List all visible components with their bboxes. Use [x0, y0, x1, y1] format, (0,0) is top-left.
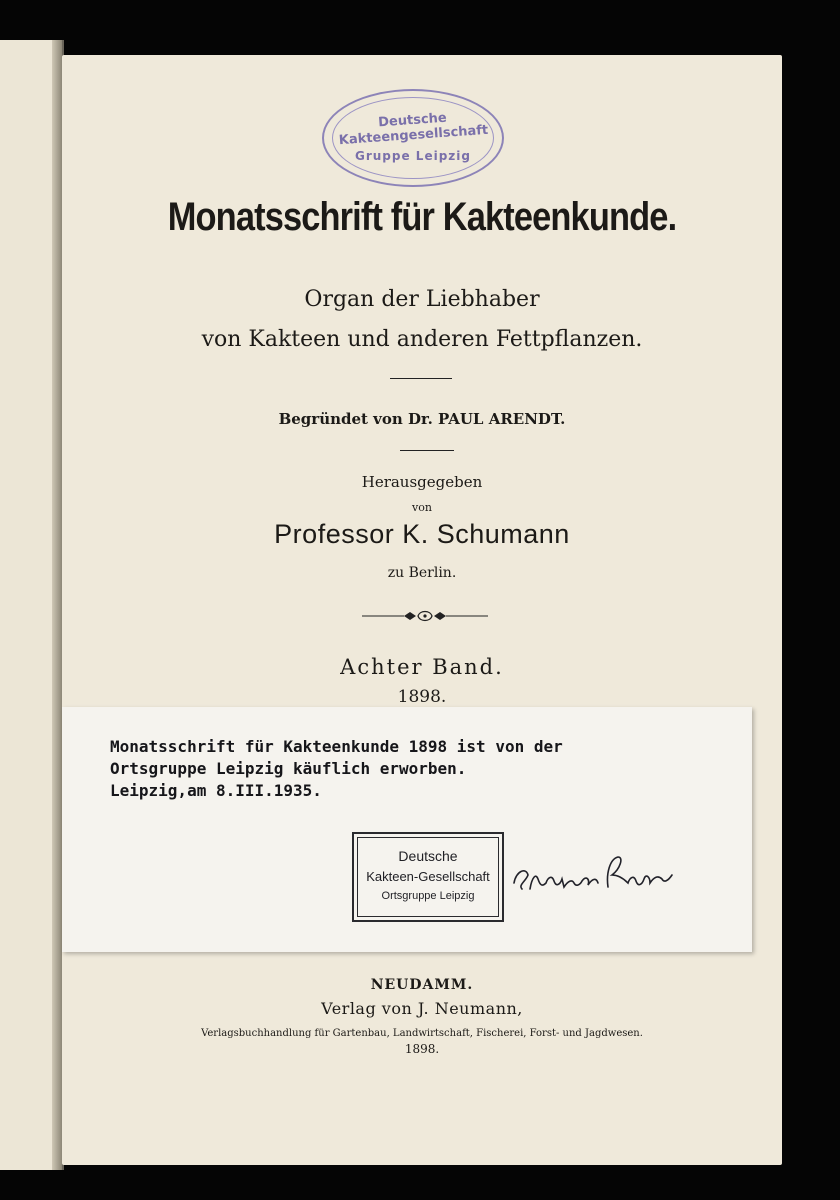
journal-title: Monatsschrift für Kakteenkunde. — [167, 195, 677, 239]
typed-line-2: Ortsgruppe Leipzig käuflich erworben. — [110, 759, 467, 778]
typed-line-3: Leipzig,am 8.III.1935. — [110, 781, 322, 800]
oval-library-stamp — [322, 89, 504, 187]
divider — [400, 450, 454, 451]
edited-label: Herausgegeben — [361, 473, 483, 491]
publisher-name: Verlag von J. Neumann, — [321, 999, 523, 1018]
rectangular-society-stamp — [352, 832, 504, 922]
pasted-acquisition-label — [62, 707, 752, 952]
stamp-rect-line-1: Deutsche — [398, 848, 458, 864]
publisher-place: NEUDAMM. — [370, 977, 474, 993]
subtitle-line-1: Organ der Liebhaber — [304, 287, 540, 312]
editor-city: zu Berlin. — [387, 565, 457, 581]
volume-title: Achter Band. — [340, 655, 504, 679]
handwritten-signature — [506, 845, 676, 905]
stamp-rect-line-3: Ortsgruppe Leipzig — [381, 890, 475, 902]
editor-name: Professor K. Schumann — [274, 519, 570, 549]
typed-line-1: Monatsschrift für Kakteenkunde 1898 ist von der — [110, 737, 563, 756]
publisher-description: Verlagsbuchhandlung für Gartenbau, Landwirtschaft, Fischerei, Forst- und Jagdwesen. — [201, 1028, 643, 1039]
stamp-rect-line-2: Kakteen-Gesellschaft — [366, 869, 490, 884]
publisher-year: 1898. — [404, 1042, 440, 1056]
subtitle-line-2: von Kakteen und anderen Fettpflanzen. — [201, 327, 643, 352]
title-page — [62, 55, 782, 1165]
edited-von: von — [412, 501, 432, 514]
volume-year: 1898. — [397, 687, 447, 707]
book-spine — [52, 40, 62, 1170]
stamp-line-1: Deutsche Kakteengesellschaft — [338, 110, 489, 149]
ornament-divider — [362, 608, 488, 624]
stamp-line-2: Gruppe Leipzig — [355, 149, 471, 163]
divider — [390, 378, 452, 379]
founder-line: Begründet von Dr. PAUL ARENDT. — [278, 410, 566, 428]
